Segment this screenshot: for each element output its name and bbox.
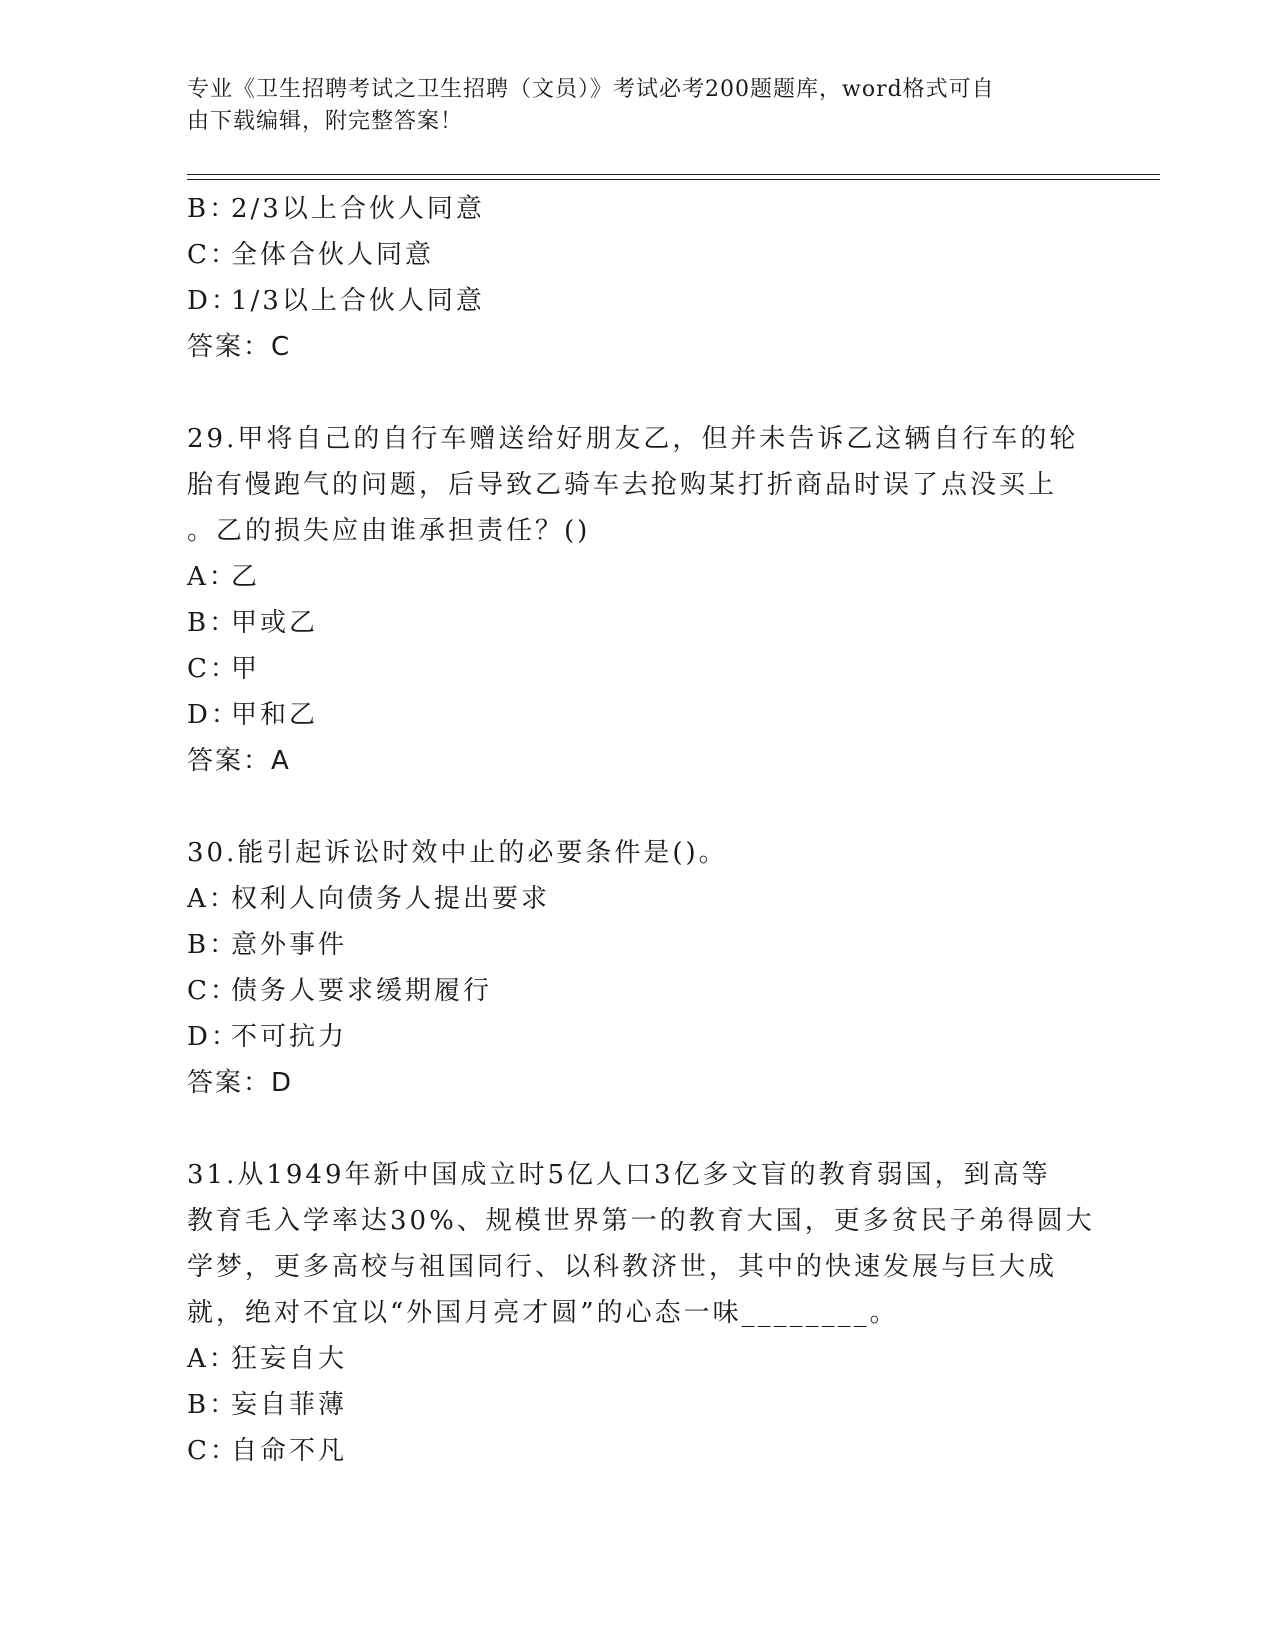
question-stem-line: 学梦，更多高校与祖国同行、以科教济世，其中的快速发展与巨大成 bbox=[187, 1252, 1058, 1282]
header-line-1: 专业《卫生招聘考试之卫生招聘（文员）》考试必考200题题库，word格式可自 bbox=[187, 77, 995, 102]
answer-label: 答案：A bbox=[187, 746, 291, 776]
option-d: D：1/3以上合伙人同意 bbox=[187, 286, 485, 316]
header-line-2: 由下载编辑，附完整答案！ bbox=[187, 109, 464, 134]
document-header bbox=[187, 74, 1067, 138]
question-stem-line: 30.能引起诉讼时效中止的必要条件是()。 bbox=[187, 838, 728, 868]
option-a: A：权利人向债务人提出要求 bbox=[187, 884, 551, 914]
question-stem-line: 29.甲将自己的自行车赠送给好朋友乙，但并未告诉乙这辆自行车的轮 bbox=[187, 424, 1079, 454]
header-rule-top bbox=[187, 174, 1160, 175]
option-c: C：债务人要求缓期履行 bbox=[187, 976, 493, 1006]
answer-label: 答案：D bbox=[187, 1068, 294, 1098]
question-stem-line: 就，绝对不宜以“外国月亮才圆”的心态一味________。 bbox=[187, 1298, 899, 1328]
option-b: B：妄自菲薄 bbox=[187, 1390, 348, 1420]
document-body bbox=[187, 186, 1095, 1474]
header-rule-bottom bbox=[187, 179, 1160, 180]
question-30 bbox=[187, 830, 1087, 1106]
question-31 bbox=[187, 1152, 1095, 1474]
question-28-tail bbox=[187, 186, 1087, 370]
question-stem-line: 教育毛入学率达30%、规模世界第一的教育大国，更多贫民子弟得圆大 bbox=[187, 1206, 1095, 1236]
option-d: D：甲和乙 bbox=[187, 700, 319, 730]
option-a: A：狂妄自大 bbox=[187, 1344, 348, 1374]
question-stem-line: 胎有慢跑气的问题，后导致乙骑车去抢购某打折商品时误了点没买上 bbox=[187, 470, 1058, 500]
answer-label: 答案：C bbox=[187, 332, 292, 362]
option-c: C：全体合伙人同意 bbox=[187, 240, 435, 270]
question-29 bbox=[187, 416, 1087, 784]
option-b: B：2/3以上合伙人同意 bbox=[187, 194, 485, 224]
option-b: B：甲或乙 bbox=[187, 608, 319, 638]
option-a: A：乙 bbox=[187, 562, 261, 592]
option-b: B：意外事件 bbox=[187, 930, 348, 960]
option-c: C：自命不凡 bbox=[187, 1436, 348, 1466]
option-d: D：不可抗力 bbox=[187, 1022, 348, 1052]
question-stem-line: 31.从1949年新中国成立时5亿人口3亿多文盲的教育弱国，到高等 bbox=[187, 1160, 1051, 1190]
option-c: C：甲 bbox=[187, 654, 261, 684]
question-stem-line: 。乙的损失应由谁承担责任？() bbox=[187, 516, 591, 546]
